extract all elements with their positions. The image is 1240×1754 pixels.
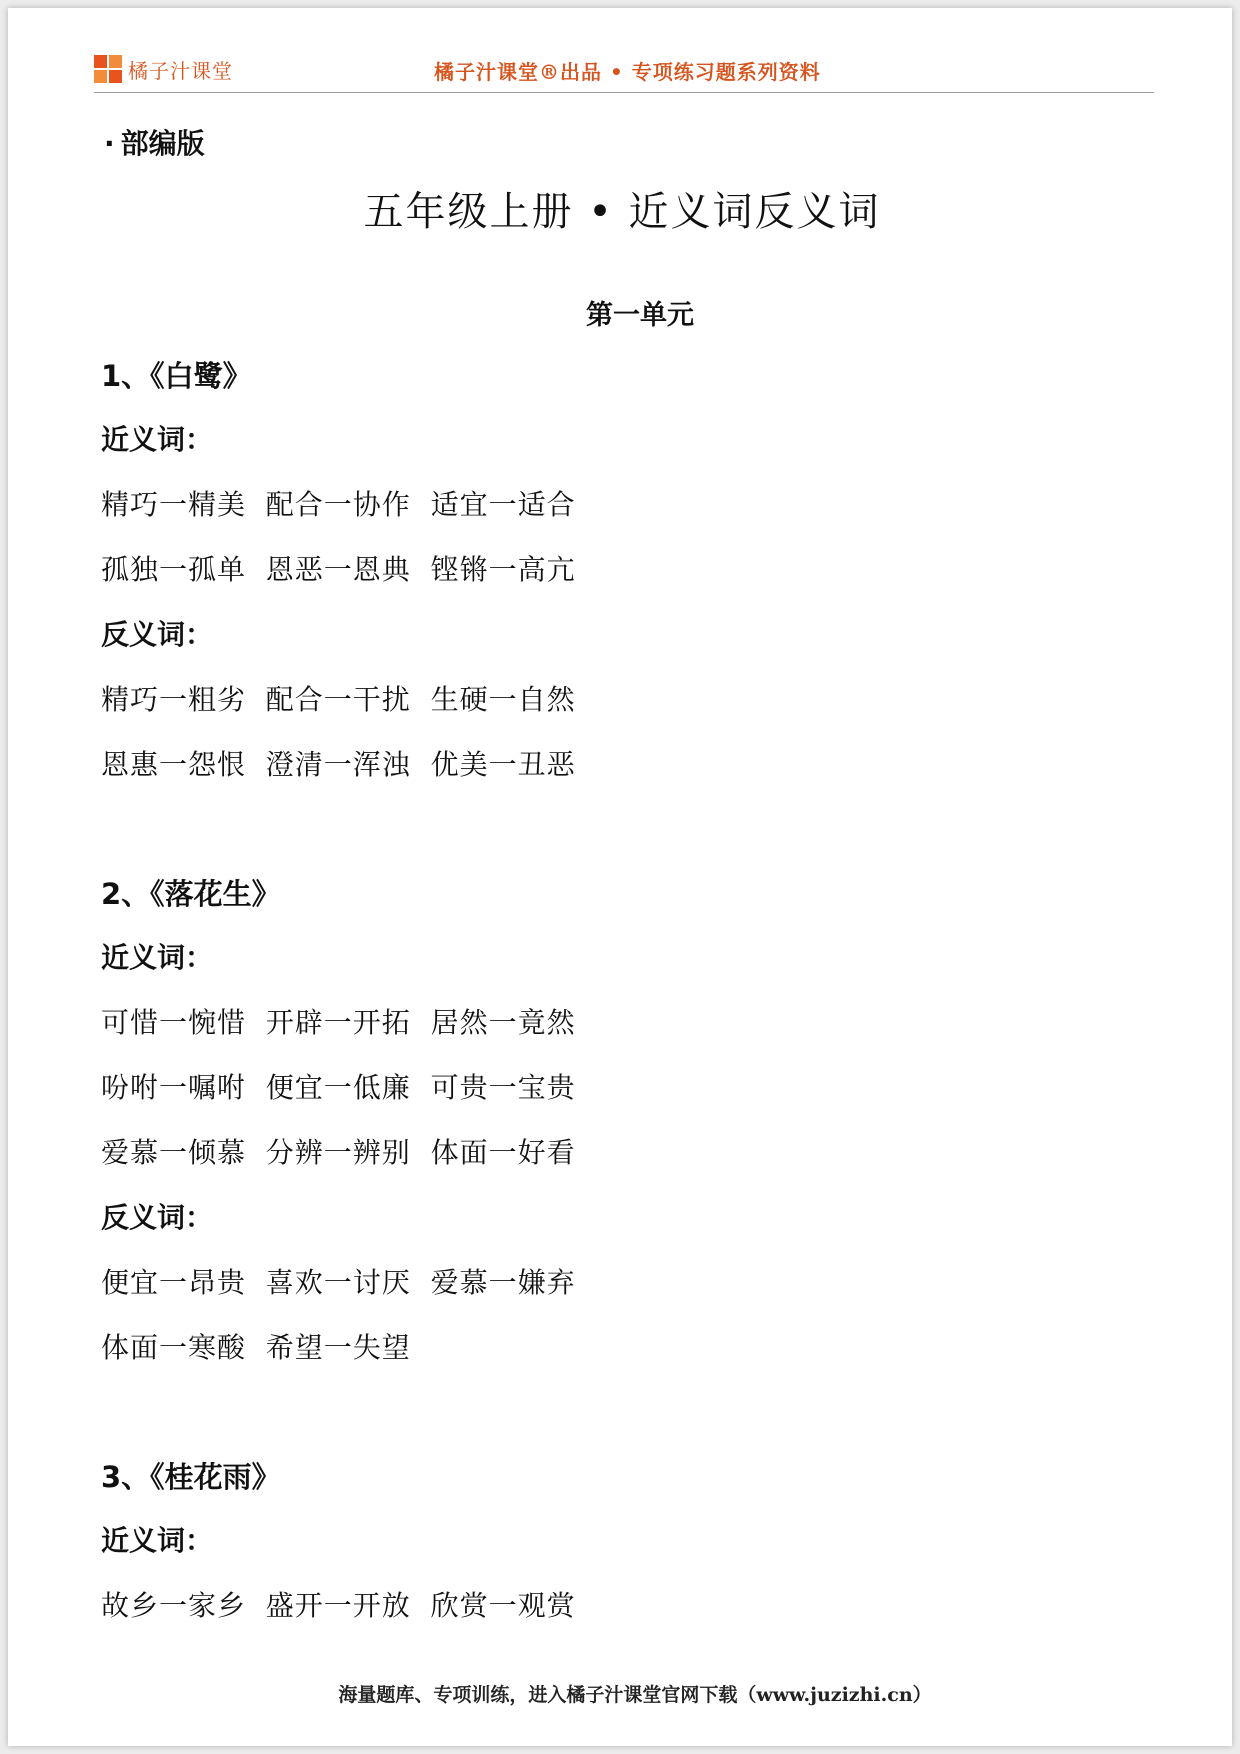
synonym-row: 精巧一精美 配合一协作 适宜一适合 (101, 488, 576, 521)
synonym-label: 近义词： (101, 941, 214, 974)
antonym-label: 反义词： (101, 1201, 214, 1234)
antonym-row: 恩惠一怨恨 澄清一浑浊 优美一丑恶 (101, 748, 576, 781)
synonym-row: 爱慕一倾慕 分辨一辨别 体面一好看 (101, 1136, 576, 1169)
document-page (8, 8, 1232, 1746)
bullet-icon: · (104, 127, 115, 160)
document-title: 五年级上册 • 近义词反义词 (363, 189, 881, 235)
synonym-row: 吩咐一嘱咐 便宜一低廉 可贵一宝贵 (101, 1071, 576, 1104)
antonym-row: 体面一寒酸 希望一失望 (101, 1331, 411, 1364)
lesson-title: 2、《落花生》 (101, 877, 281, 911)
antonym-label: 反义词： (101, 618, 214, 651)
page-footer: 海量题库、专项训练，进入橘子汁课堂官网下载（www.juzizhi.cn） (338, 1684, 932, 1706)
edition-label (104, 122, 205, 162)
synonym-label: 近义词： (101, 1524, 214, 1557)
lesson-title: 3、《桂花雨》 (101, 1460, 281, 1494)
edition-text: 部编版 (120, 127, 205, 160)
synonym-row: 孤独一孤单 恩恶一恩典 铿锵一高亢 (101, 553, 576, 586)
header-divider (94, 92, 1154, 93)
lesson-title: 1、《白鹭》 (101, 359, 252, 393)
logo-mark-icon (94, 55, 122, 83)
logo (94, 54, 233, 84)
synonym-row: 可惜一惋惜 开辟一开拓 居然一竟然 (101, 1006, 576, 1039)
logo-text: 橘子汁课堂 (128, 58, 233, 83)
antonym-row: 便宜一昂贵 喜欢一讨厌 爱慕一嫌弃 (101, 1266, 576, 1299)
synonym-row: 故乡一家乡 盛开一开放 欣赏一观赏 (101, 1589, 576, 1622)
antonym-row: 精巧一粗劣 配合一干扰 生硬一自然 (101, 683, 576, 716)
header-slogan: 橘子汁课堂®出品 • 专项练习题系列资料 (434, 60, 821, 84)
lesson-content (101, 356, 1151, 1651)
unit-title: 第一单元 (586, 300, 694, 331)
page-header (94, 48, 1154, 94)
synonym-label: 近义词： (101, 423, 214, 456)
